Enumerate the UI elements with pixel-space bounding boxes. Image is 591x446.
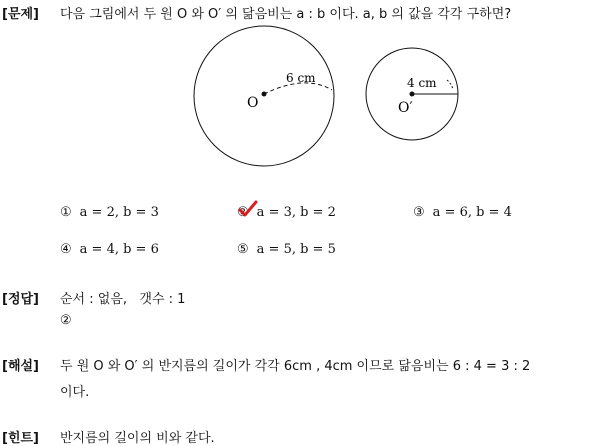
hint-label: [힌트]	[2, 431, 39, 446]
problem-text: 다음 그림에서 두 원 O 와 O′ 의 닮음비는 a : b 이다. a, b 의 값을 각각 구하면?	[60, 7, 512, 22]
answer-label: [정답]	[2, 292, 39, 307]
explanation-line-1: 두 원 O 와 O′ 의 반지름의 길이가 각각 6cm , 4cm 이므로 닮음비는 6 : 4 = 3 : 2	[60, 359, 531, 374]
radius-label-o-prime: 4 cm	[407, 76, 437, 90]
choice-1-number: ①	[60, 205, 72, 220]
center-label-o-prime: O′	[398, 100, 413, 116]
problem-label: [문제]	[2, 7, 39, 22]
explanation-label: [해설]	[2, 359, 39, 374]
answer-meta: 순서 : 없음, 갯수 : 1	[60, 292, 186, 307]
choice-1-text: a = 2, b = 3	[79, 205, 159, 220]
choice-1[interactable]	[60, 205, 159, 220]
choice-5[interactable]	[237, 242, 336, 257]
circles-figure	[185, 22, 475, 182]
choice-3-text: a = 6, b = 4	[432, 205, 512, 220]
choice-3[interactable]	[413, 205, 512, 220]
choice-2-number: ②	[237, 205, 249, 220]
hint-text: 반지름의 길이의 비와 같다.	[60, 431, 215, 446]
choice-4[interactable]	[60, 242, 159, 257]
radius-label-o: 6 cm	[286, 71, 316, 85]
center-label-o: O	[247, 95, 259, 111]
explanation-line-2: 이다.	[60, 385, 90, 400]
radius-arc-o-prime	[447, 80, 453, 90]
choice-3-number: ③	[413, 205, 425, 220]
choice-5-number: ⑤	[237, 242, 249, 257]
choice-5-text: a = 5, b = 5	[256, 242, 336, 257]
checkmark-icon	[238, 200, 258, 218]
choice-2-text: a = 3, b = 2	[256, 205, 336, 220]
answer-value: ②	[60, 313, 72, 328]
choice-4-text: a = 4, b = 6	[79, 242, 159, 257]
choice-4-number: ④	[60, 242, 72, 257]
